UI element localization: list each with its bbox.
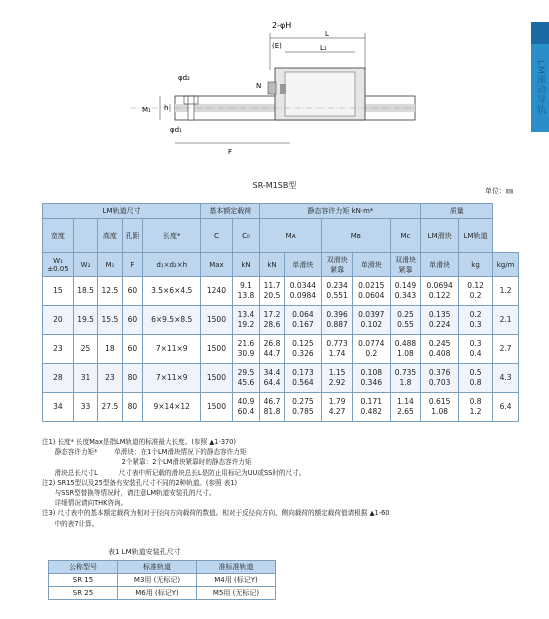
table-cell-w2: 31 bbox=[73, 364, 97, 393]
header-basic-load: 基本额定载荷 bbox=[201, 204, 260, 219]
table-cell-dims: 7×11×9 bbox=[143, 335, 201, 364]
table-row bbox=[49, 574, 276, 587]
table-cell-c: 29.5 45.6 bbox=[232, 364, 260, 393]
chapter-tab-label: LM滚动导轨 bbox=[535, 60, 545, 115]
chapter-tab-marker bbox=[531, 22, 549, 44]
row-spacer bbox=[12, 277, 43, 306]
table-cell-f: 60 bbox=[122, 335, 143, 364]
table-cell-f: 80 bbox=[122, 393, 143, 422]
label-l: L bbox=[325, 30, 329, 38]
note-line: 滑块总长尺寸L 尺寸表中所记载的滑块总长L是防止用标记为UU或SS时的尺寸。 bbox=[42, 468, 306, 477]
header-height: 高度 bbox=[98, 219, 122, 253]
table-cell-w2: 25 bbox=[73, 335, 97, 364]
table-cell-ma2: 1.15 2.92 bbox=[322, 364, 353, 393]
header-rail-size: LM轨道尺寸 bbox=[43, 204, 201, 219]
table-cell-f: 80 bbox=[122, 364, 143, 393]
table-cell-mb2: 0.149 0.343 bbox=[390, 277, 421, 306]
table-cell-dims: 3.5×6×4.5 bbox=[143, 277, 201, 306]
table-cell-kg: 0.3 0.4 bbox=[458, 335, 492, 364]
table-cell-c0: 26.8 44.7 bbox=[260, 335, 284, 364]
unit-w1: W₁ ±0.05 bbox=[43, 253, 74, 277]
model-title: SR-M1SB型 bbox=[252, 181, 297, 190]
table1-cell: M6用 (标记Y) bbox=[118, 587, 197, 600]
note-line: 2个紧靠：2个LM滑块紧靠时的静态容许力矩 bbox=[42, 458, 252, 467]
note-line: 中的表7计算。 bbox=[42, 519, 99, 528]
table-row bbox=[12, 393, 519, 422]
table-cell-w2: 19.5 bbox=[73, 306, 97, 335]
header-lm-rail: LM轨道 bbox=[458, 219, 492, 253]
table1-cell: M4用 (标记Y) bbox=[197, 574, 276, 587]
unit-single-ma: 单滑块 bbox=[284, 253, 321, 277]
table-cell-c: 40.9 60.4 bbox=[232, 393, 260, 422]
table-cell-ma1: 0.275 0.785 bbox=[284, 393, 321, 422]
table-cell-m1: 23 bbox=[98, 364, 122, 393]
note-line: 静态容许力矩* 单滑块：在1个LM滑块情况下的静态容许力矩 bbox=[42, 448, 247, 457]
unit-single-mc: 单滑块 bbox=[421, 253, 458, 277]
table-cell-c0: 17.2 28.6 bbox=[260, 306, 284, 335]
header-c0: C₀ bbox=[232, 219, 260, 253]
table-row bbox=[12, 335, 519, 364]
table1 bbox=[48, 560, 276, 600]
table-cell-dims: 9×14×12 bbox=[143, 393, 201, 422]
label-m1: M₁ bbox=[142, 106, 151, 114]
table1-cell: M3用 (无标记) bbox=[118, 574, 197, 587]
table-cell-max: 1240 bbox=[201, 277, 232, 306]
header-lm-block: LM滑块 bbox=[421, 219, 458, 253]
table-cell-mc: 0.245 0.408 bbox=[421, 335, 458, 364]
table-cell-c0: 34.4 64.4 bbox=[260, 364, 284, 393]
table-cell-ma1: 0.0344 0.0984 bbox=[284, 277, 321, 306]
table-cell-mc: 0.376 0.703 bbox=[421, 364, 458, 393]
table-cell-ma2: 0.234 0.551 bbox=[322, 277, 353, 306]
table-row bbox=[12, 277, 519, 306]
label-2-phi-h: 2-φH bbox=[272, 21, 292, 30]
label-phi-d2: φd₂ bbox=[178, 74, 190, 82]
table-cell-w1: 15 bbox=[43, 277, 74, 306]
table-cell-w1: 20 bbox=[43, 306, 74, 335]
table-cell-ma1: 0.125 0.326 bbox=[284, 335, 321, 364]
unit-double-mb: 双滑块 紧靠 bbox=[390, 253, 421, 277]
table1-header: 公称型号 bbox=[49, 561, 118, 574]
header-mass: 质量 bbox=[421, 204, 493, 219]
table-cell-kgm: 2.7 bbox=[493, 335, 519, 364]
header-c: C bbox=[201, 219, 232, 253]
label-h: h bbox=[164, 104, 169, 112]
table1-cell: M5用 (无标记) bbox=[197, 587, 276, 600]
table-cell-mb2: 1.14 2.65 bbox=[390, 393, 421, 422]
table-cell-c: 9.1 13.8 bbox=[232, 277, 260, 306]
table1-cell: SR 25 bbox=[49, 587, 118, 600]
note-line: 注2) SR15型以及25型备有安装孔尺寸不同的2种轨道。(参照 表1) bbox=[42, 478, 238, 487]
table-cell-ma2: 1.79 4.27 bbox=[322, 393, 353, 422]
table-cell-dims: 7×11×9 bbox=[143, 364, 201, 393]
table-cell-mb1: 0.171 0.482 bbox=[353, 393, 390, 422]
unit-label: 单位：㎜ bbox=[485, 187, 513, 195]
table-cell-max: 1500 bbox=[201, 364, 232, 393]
table-cell-kg: 0.8 1.2 bbox=[458, 393, 492, 422]
table-cell-ma1: 0.173 0.564 bbox=[284, 364, 321, 393]
table-cell-m1: 18 bbox=[98, 335, 122, 364]
unit-dims: d₁×d₂×h bbox=[143, 253, 201, 277]
row-spacer bbox=[12, 364, 43, 393]
label-n: N bbox=[256, 82, 262, 90]
table-cell-m1: 12.5 bbox=[98, 277, 122, 306]
table-cell-c: 13.4 19.2 bbox=[232, 306, 260, 335]
table1-header: 准标准轨道 bbox=[197, 561, 276, 574]
table-cell-f: 60 bbox=[122, 306, 143, 335]
header-static-moment: 静态容许力矩 kN·m* bbox=[260, 204, 421, 219]
table-cell-ma2: 0.396 0.887 bbox=[322, 306, 353, 335]
row-spacer bbox=[12, 393, 43, 422]
table-cell-f: 60 bbox=[122, 277, 143, 306]
table-cell-w1: 28 bbox=[43, 364, 74, 393]
table-cell-mb2: 0.25 0.55 bbox=[390, 306, 421, 335]
note-line: 注3) 尺寸表中的基本额定载荷为相对于径向方向载荷的数值。相对于反径向方向、侧向载荷的额定载荷值请根据 ▲1-60 bbox=[42, 509, 390, 518]
unit-single-mb: 单滑块 bbox=[353, 253, 390, 277]
table-cell-kg: 0.5 0.8 bbox=[458, 364, 492, 393]
header-mc: Mc bbox=[390, 219, 421, 253]
table-cell-ma2: 0.773 1.74 bbox=[322, 335, 353, 364]
note-line: 与SSR型替换等情况时，请注意LM轨道安装孔的尺寸。 bbox=[42, 489, 216, 498]
table-row bbox=[12, 364, 519, 393]
table-cell-kgm: 2.1 bbox=[493, 306, 519, 335]
table-cell-mb1: 0.108 0.346 bbox=[353, 364, 390, 393]
table-cell-m1: 15.5 bbox=[98, 306, 122, 335]
table-cell-kgm: 4.3 bbox=[493, 364, 519, 393]
table-cell-mc: 0.135 0.224 bbox=[421, 306, 458, 335]
table-cell-ma1: 0.064 0.167 bbox=[284, 306, 321, 335]
table-cell-c0: 11.7 20.5 bbox=[260, 277, 284, 306]
rail-block-drawing bbox=[120, 8, 420, 168]
unit-max: Max bbox=[201, 253, 232, 277]
table1-caption: 表1 LM轨道安装孔尺寸 bbox=[108, 548, 181, 556]
table-cell-w1: 23 bbox=[43, 335, 74, 364]
label-e: (E) bbox=[272, 42, 282, 50]
table-cell-kg: 0.12 0.2 bbox=[458, 277, 492, 306]
table-cell-max: 1500 bbox=[201, 306, 232, 335]
unit-kn2: kN bbox=[260, 253, 284, 277]
header-ma: Mᴀ bbox=[260, 219, 322, 253]
table-cell-w1: 34 bbox=[43, 393, 74, 422]
table-cell-kgm: 6.4 bbox=[493, 393, 519, 422]
table-cell-kg: 0.2 0.3 bbox=[458, 306, 492, 335]
table-cell-max: 1500 bbox=[201, 393, 232, 422]
row-spacer bbox=[12, 335, 43, 364]
note-line: 详细情况请向THK咨询。 bbox=[42, 499, 128, 508]
unit-m1: M₁ bbox=[98, 253, 122, 277]
notes bbox=[42, 437, 542, 529]
table-cell-dims: 6×9.5×8.5 bbox=[143, 306, 201, 335]
table-cell-mb2: 0.488 1.08 bbox=[390, 335, 421, 364]
table1-header: 标准轨道 bbox=[118, 561, 197, 574]
spec-table bbox=[12, 203, 519, 422]
table-cell-c0: 46.7 81.8 bbox=[260, 393, 284, 422]
table-cell-mc: 0.615 1.08 bbox=[421, 393, 458, 422]
header-mb: Mʙ bbox=[322, 219, 390, 253]
unit-double-ma: 双滑块 紧靠 bbox=[322, 253, 353, 277]
table-cell-m1: 27.5 bbox=[98, 393, 122, 422]
table-cell-kgm: 1.2 bbox=[493, 277, 519, 306]
unit-f: F bbox=[122, 253, 143, 277]
table-row bbox=[12, 306, 519, 335]
table1-cell: SR 15 bbox=[49, 574, 118, 587]
note-line: 注1) 长度* 长度Max是指LM轨道的标准最大长度。(参照 ▲1-370) bbox=[42, 438, 237, 446]
label-f: F bbox=[228, 148, 233, 156]
table-cell-mc: 0.0694 0.122 bbox=[421, 277, 458, 306]
label-l1: L₁ bbox=[320, 44, 327, 52]
table-cell-c: 21.6 30.9 bbox=[232, 335, 260, 364]
unit-kgm: kg/m bbox=[493, 253, 519, 277]
table-cell-mb1: 0.0397 0.102 bbox=[353, 306, 390, 335]
unit-kg: kg bbox=[458, 253, 492, 277]
table-cell-w2: 18.5 bbox=[73, 277, 97, 306]
row-spacer bbox=[12, 306, 43, 335]
table-cell-mb1: 0.0774 0.2 bbox=[353, 335, 390, 364]
table-cell-w2: 33 bbox=[73, 393, 97, 422]
header-width: 宽度 bbox=[43, 219, 74, 253]
unit-kn1: kN bbox=[232, 253, 260, 277]
table-cell-max: 1500 bbox=[201, 335, 232, 364]
table-row bbox=[49, 587, 276, 600]
table-cell-mb1: 0.0215 0.0604 bbox=[353, 277, 390, 306]
table-cell-mb2: 0.735 1.8 bbox=[390, 364, 421, 393]
header-pitch: 孔距 bbox=[122, 219, 143, 253]
header-length: 长度* bbox=[143, 219, 201, 253]
label-phi-d1: φd₁ bbox=[170, 126, 182, 134]
unit-w2: W₂ bbox=[73, 253, 97, 277]
